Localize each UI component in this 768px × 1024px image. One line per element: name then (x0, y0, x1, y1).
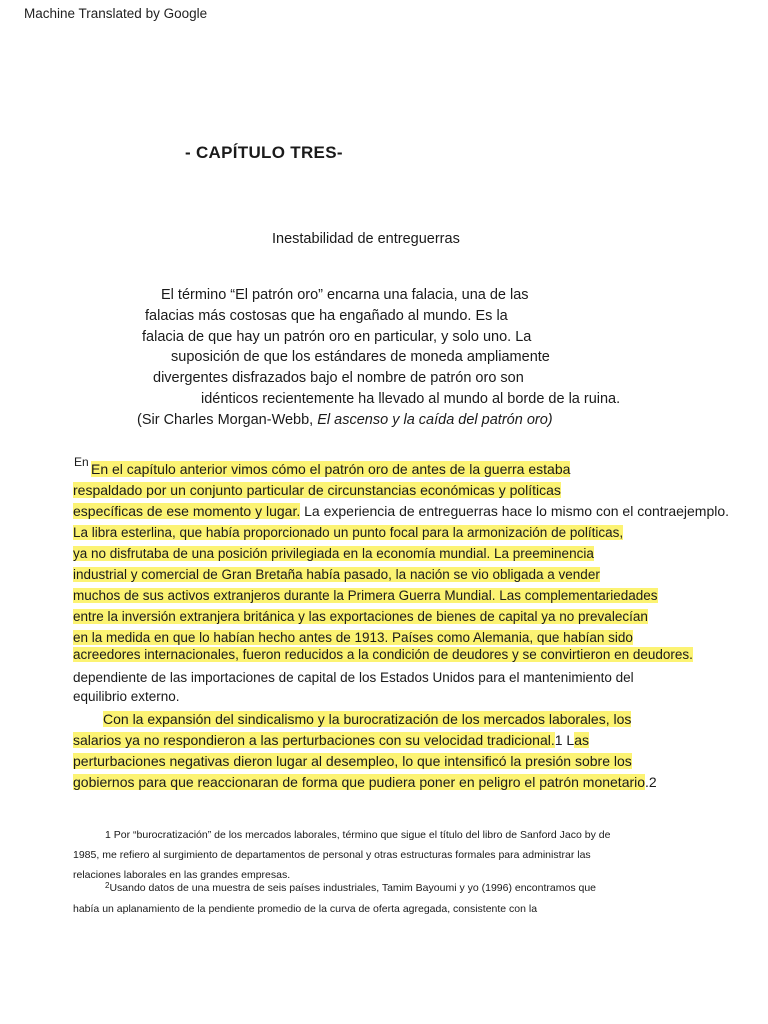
plain-line-tail: La experiencia de entreguerras hace lo mismo con el contraejemplo. (300, 503, 730, 519)
footnote-2-marker: 2 (105, 881, 110, 890)
footnote-1-line: relaciones laborales en las grandes empresas. (73, 869, 291, 881)
epigraph-line: El término “El patrón oro” encarna una falacia, una de las (161, 287, 529, 303)
highlighted-line: perturbaciones negativas dieron lugar al desempleo, lo que intensificó la presión sobre los (73, 753, 632, 769)
footnote-2-line: Usando datos de una muestra de seis países industriales, Tamim Bayoumi y yo (1996) encontramos que (109, 882, 597, 894)
epigraph-line: idénticos recientemente ha llevado al mundo al borde de la ruina. (201, 391, 621, 407)
epigraph-line: suposición de que los estándares de moneda ampliamente (171, 349, 550, 365)
highlighted-line: muchos de sus activos extranjeros durante la Primera Guerra Mundial. Las complementariedades (73, 588, 658, 603)
highlighted-line: en la medida en que lo habían hecho antes de 1913. Países como Alemania, que habían sido (73, 630, 633, 645)
highlighted-line: gobiernos para que reaccionaran de forma que pudiera poner en peligro el patrón monetario (73, 774, 646, 790)
highlighted-line: respaldado por un conjunto particular de circunstancias económicas y políticas (73, 482, 561, 498)
highlighted-line: La libra esterlina, que había proporcionado un punto focal para la armonización de políticas, (73, 525, 624, 540)
highlighted-line: salarios ya no respondieron a las perturbaciones con su velocidad tradicional. (73, 732, 555, 748)
body-line: equilibrio externo. (73, 689, 180, 704)
epigraph-line: falacias más costosas que ha engañado al mundo. Es la (145, 308, 508, 324)
footnote-ref-2: .2 (645, 774, 657, 790)
footnote-ref-1: 1 (554, 732, 563, 748)
highlighted-line: específicas de ese momento y lugar. (73, 503, 301, 519)
highlighted-line: Con la expansión del sindicalismo y la burocratización de los mercados laborales, los (103, 711, 632, 727)
drop-prefix: En (74, 455, 89, 469)
highlighted-line: En el capítulo anterior vimos cómo el patrón oro de antes de la guerra estaba (91, 461, 571, 477)
highlighted-line: industrial y comercial de Gran Bretaña había pasado, la nación se vio obligada a vender (73, 567, 600, 582)
plain-text: L (562, 732, 575, 748)
footnote-1-line: 1985, me refiero al surgimiento de departamentos de personal y otras estructuras formales para administrar las (73, 849, 591, 861)
highlighted-line: acreedores internacionales, fueron reducidos a la condición de deudores y se convirtieron en deudores. (73, 647, 693, 662)
highlighted-line: ya no disfrutaba de una posición privilegiada en la economía mundial. La preeminencia (73, 546, 594, 561)
attribution-author: (Sir Charles Morgan-Webb, (137, 412, 318, 428)
chapter-subtitle: Inestabilidad de entreguerras (272, 231, 460, 247)
highlighted-line: entre la inversión extranjera británica y las exportaciones de bienes de capital ya no prevalecían (73, 609, 648, 624)
epigraph-line: divergentes disfrazados bajo el nombre de patrón oro son (153, 370, 524, 386)
chapter-title: - CAPÍTULO TRES- (185, 143, 343, 162)
footnote-2-line: había un aplanamiento de la pendiente promedio de la curva de oferta agregada, consistente con la (73, 903, 538, 915)
epigraph-line: falacia de que hay un patrón oro en particular, y solo uno. La (142, 329, 532, 345)
epigraph-attribution (137, 410, 553, 431)
machine-translated-label: Machine Translated by Google (24, 6, 208, 21)
body-line: dependiente de las importaciones de capital de los Estados Unidos para el mantenimiento del (73, 670, 634, 685)
footnote-1-line: 1 Por “burocratización” de los mercados laborales, término que sigue el título del libro de Sanford Jaco by de (105, 829, 611, 841)
highlighted-text: as (574, 732, 590, 748)
attribution-work: El ascenso y la caída del patrón oro) (317, 412, 553, 428)
